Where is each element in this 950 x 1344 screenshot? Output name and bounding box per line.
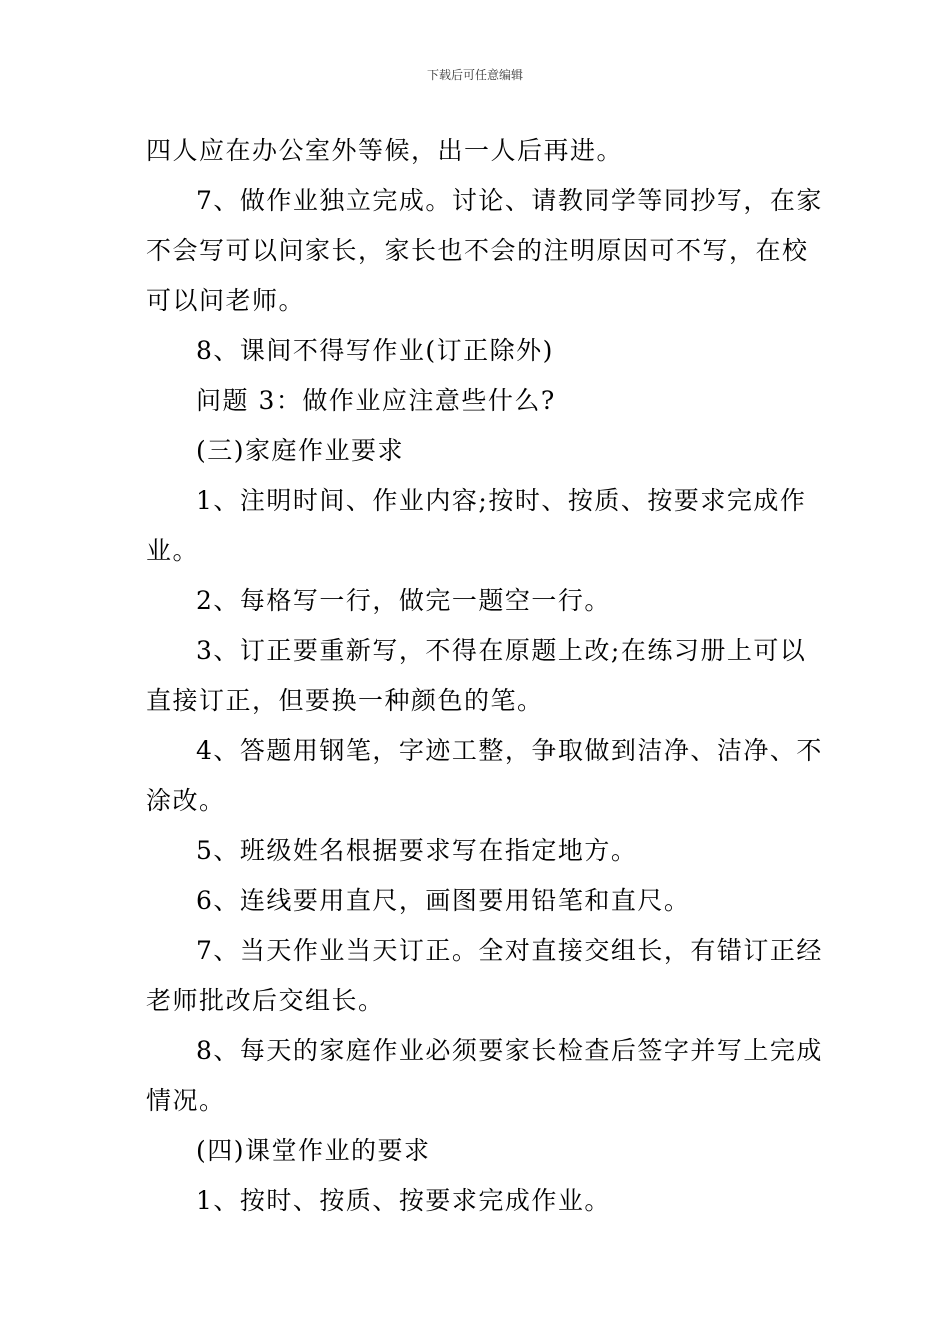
text-line: 四人应在办公室外等候，出一人后再进。 bbox=[146, 136, 624, 165]
text-line: 2、每格写一行，做完一题空一行。 bbox=[196, 586, 611, 615]
text-line: 8、每天的家庭作业必须要家长检查后签字并写上完成 bbox=[196, 1036, 823, 1065]
text-line: 7、做作业独立完成。讨论、请教同学等同抄写，在家 bbox=[196, 186, 823, 215]
text-line: 问题 3：做作业应注意些什么? bbox=[196, 386, 556, 415]
section-heading: (四)课堂作业的要求 bbox=[196, 1136, 431, 1165]
text-line: 8、课间不得写作业(订正除外) bbox=[196, 336, 554, 365]
text-line: 涂改。 bbox=[146, 786, 226, 815]
text-line: 老师批改后交组长。 bbox=[146, 986, 385, 1015]
text-line: 7、当天作业当天订正。全对直接交组长，有错订正经 bbox=[196, 936, 823, 965]
text-line: 1、注明时间、作业内容;按时、按质、按要求完成作 bbox=[196, 486, 807, 515]
text-line: 5、班级姓名根据要求写在指定地方。 bbox=[196, 836, 638, 865]
section-heading: (三)家庭作业要求 bbox=[196, 436, 405, 465]
text-line: 3、订正要重新写，不得在原题上改;在练习册上可以 bbox=[196, 636, 807, 665]
text-line: 情况。 bbox=[146, 1086, 226, 1115]
page-header: 下载后可任意编辑 bbox=[426, 68, 523, 82]
text-line: 直接订正，但要换一种颜色的笔。 bbox=[146, 686, 544, 715]
text-line: 4、答题用钢笔，字迹工整，争取做到洁净、洁净、不 bbox=[196, 736, 823, 765]
text-line: 6、连线要用直尺，画图要用铅笔和直尺。 bbox=[196, 886, 691, 915]
text-line: 业。 bbox=[146, 536, 200, 565]
document-body bbox=[146, 126, 823, 1226]
text-line: 不会写可以问家长，家长也不会的注明原因可不写，在校 bbox=[146, 236, 809, 265]
text-line: 可以问老师。 bbox=[146, 286, 306, 315]
text-line: 1、按时、按质、按要求完成作业。 bbox=[196, 1186, 611, 1215]
